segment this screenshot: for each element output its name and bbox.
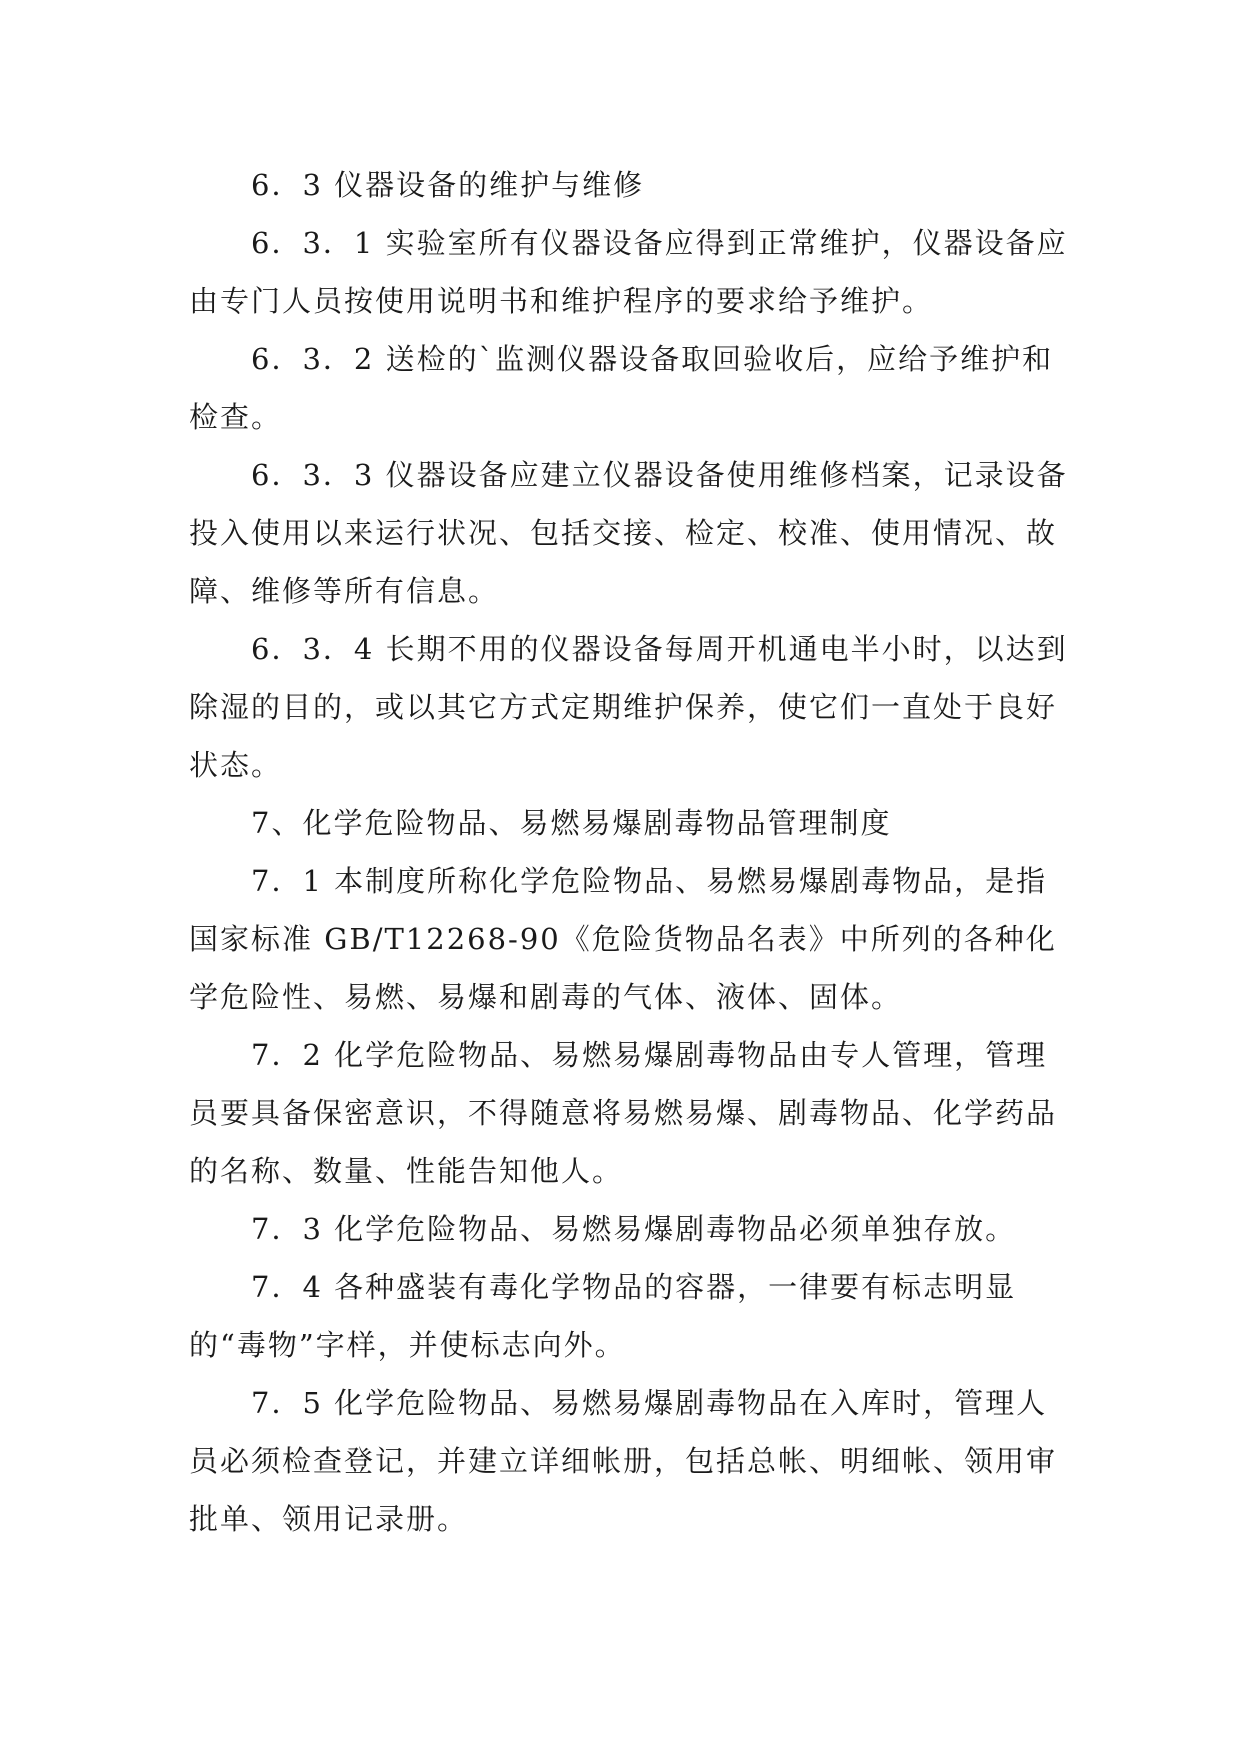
clause-6-3-2: 6．3．2 送检的`监测仪器设备取回验收后，应给予维护和检查。 (189, 342, 1054, 434)
clause-7-5: 7．5 化学危险物品、易燃易爆剧毒物品在入库时，管理人员必须检查登记，并建立详细帐册，包括总帐、明细帐、领用审批单、领用记录册。 (189, 1386, 1058, 1536)
clause-7-2: 7．2 化学危险物品、易燃易爆剧毒物品由专人管理，管理员要具备保密意识，不得随意将易燃易爆、剧毒物品、化学药品的名称、数量、性能告知他人。 (189, 1038, 1058, 1188)
clause-7-4: 7．4 各种盛装有毒化学物品的容器，一律要有标志明显的“毒物”字样，并使标志向外。 (189, 1270, 1017, 1362)
section-heading-7: 7、化学危险物品、易燃易爆剧毒物品管理制度 (251, 806, 892, 840)
clause-7-3: 7．3 化学危险物品、易燃易爆剧毒物品必须单独存放。 (251, 1212, 1017, 1246)
document-body (189, 156, 1069, 1548)
clause-6-3-3: 6．3．3 仪器设备应建立仪器设备使用维修档案，记录设备投入使用以来运行状况、包括交接、检定、校准、使用情况、故障、维修等所有信息。 (189, 458, 1068, 608)
section-heading-6-3: 6．3 仪器设备的维护与维修 (251, 168, 645, 202)
clause-7-1: 7．1 本制度所称化学危险物品、易燃易爆剧毒物品，是指国家标准 GB/T12268-90《危险货物品名表》中所列的各种化学危险性、易燃、易爆和剧毒的气体、液体、固体。 (189, 864, 1057, 1014)
clause-6-3-4: 6．3．4 长期不用的仪器设备每周开机通电半小时，以达到除湿的目的，或以其它方式定期维护保养，使它们一直处于良好状态。 (189, 632, 1068, 782)
clause-6-3-1: 6．3．1 实验室所有仪器设备应得到正常维护，仪器设备应由专门人员按使用说明书和维护程序的要求给予维护。 (189, 226, 1068, 318)
